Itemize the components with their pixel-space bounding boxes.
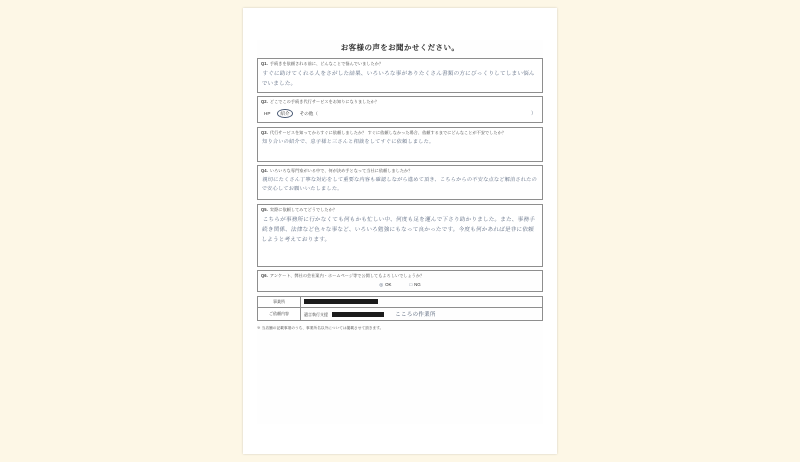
question-heading-q3 (258, 128, 542, 137)
info-value-office (301, 296, 543, 307)
handwritten-answer-q5: こちらが事務所に行かなくても何もかも忙しい中、何度も足を運んで下さり助かりました。また、事務手続き関係、法律など色々な事など、いろいろ勉強にもなって良かったです。今度も何かあれば是非に依頼しようと考えております。 (261, 216, 536, 243)
choice-other-closeparen: ） (530, 111, 536, 118)
page-title: お客様の声をお聞かせください。 (340, 43, 460, 52)
choice-ok-label: OK (385, 282, 392, 288)
table-row (258, 307, 543, 320)
footnote: ※ 当店舗の記載事項のうち、事業所名以外については掲載させて頂きます。 (257, 325, 384, 330)
question-prompt-q5: 実際に依頼してみてどうでしたか？ (269, 206, 338, 212)
question-number-q2: Q2. (261, 99, 268, 105)
question-block-q1 (257, 58, 543, 93)
info-table (257, 296, 543, 321)
question-prompt-q4: いろいろな専門家がいる中で、何が決め手となって当社に依頼しましたか？ (269, 168, 413, 174)
choice-ng-label: NG (414, 282, 421, 288)
choice-other[interactable]: その他（ (299, 110, 318, 116)
answer-area-q5 (258, 214, 542, 266)
question-prompt-q3: 代行サービスを知ってからすぐに依頼しましたか？ すぐに依頼しなかった場合、依頼するまでにどんなことが不安でしたか？ (269, 129, 506, 135)
question-heading-q6 (258, 271, 542, 280)
choice-hp[interactable]: HP (264, 111, 271, 117)
question-block-q3 (257, 127, 543, 162)
question-number-q5: Q5. (261, 206, 268, 212)
document-sheet (257, 40, 543, 424)
selected-mark-icon: ◎ (379, 282, 384, 288)
question-number-q6: Q6. (261, 273, 268, 279)
table-row (258, 296, 543, 307)
handwritten-answer-q3: 知り合いの紹介で、息子様と三さんと相談をしてすぐに依頼しました。 (261, 138, 435, 145)
question-block-q6 (257, 270, 543, 292)
question-number-q1: Q1. (261, 61, 268, 66)
choice-row-q6 (258, 280, 542, 291)
redaction-bar (304, 299, 378, 304)
question-heading-q1 (258, 59, 542, 68)
choice-ng[interactable] (409, 282, 420, 288)
question-prompt-q1: 手続きを依頼される前に、どんなことで悩んでいましたか？ (269, 61, 384, 66)
question-heading-q5 (258, 205, 542, 214)
request-type-label: 遺言執行支援 (304, 311, 328, 317)
redaction-bar (332, 312, 384, 317)
info-value-request (301, 307, 543, 320)
choice-ok[interactable] (379, 282, 391, 288)
choice-row-q2 (258, 106, 542, 122)
question-number-q3: Q3. (261, 129, 268, 135)
question-prompt-q2: どこでこの手続き代行サービスをお知りになりましたか？ (269, 99, 379, 105)
question-heading-q4 (258, 166, 542, 175)
info-label-request: ご依頼内容 (258, 307, 301, 320)
handwritten-answer-q4: 親切にたくさん丁寧な対応をして重要な内容も確認しながら進めて頂き、こちらからの不安な点など解消されたので安心してお願いいたしました。 (261, 177, 538, 193)
question-number-q4: Q4. (261, 168, 268, 174)
answer-area-q4 (258, 175, 542, 199)
question-block-q4 (257, 165, 543, 200)
question-block-q2 (257, 96, 543, 123)
answer-area-q1 (258, 68, 542, 92)
question-block-q5 (257, 204, 543, 267)
unselected-mark-icon: □ (409, 282, 413, 288)
scanned-document-page (243, 8, 557, 454)
info-label-office: 事業所 (258, 296, 301, 307)
question-prompt-q6: アンケート、弊社の会社案内・ホームページ等で公開してもよろしいでしょうか？ (269, 273, 425, 279)
office-stamp: こころの作業所 (395, 311, 436, 318)
question-heading-q2 (258, 97, 542, 106)
answer-area-q3 (258, 137, 542, 161)
handwritten-answer-q1: すぐに助けてくれる人をさがした結果、いろいろな事がありたくさん書類の方にびっくりしてしまい悩んでいました。 (261, 70, 535, 87)
choice-referral-selected[interactable]: 紹介 (277, 109, 292, 118)
